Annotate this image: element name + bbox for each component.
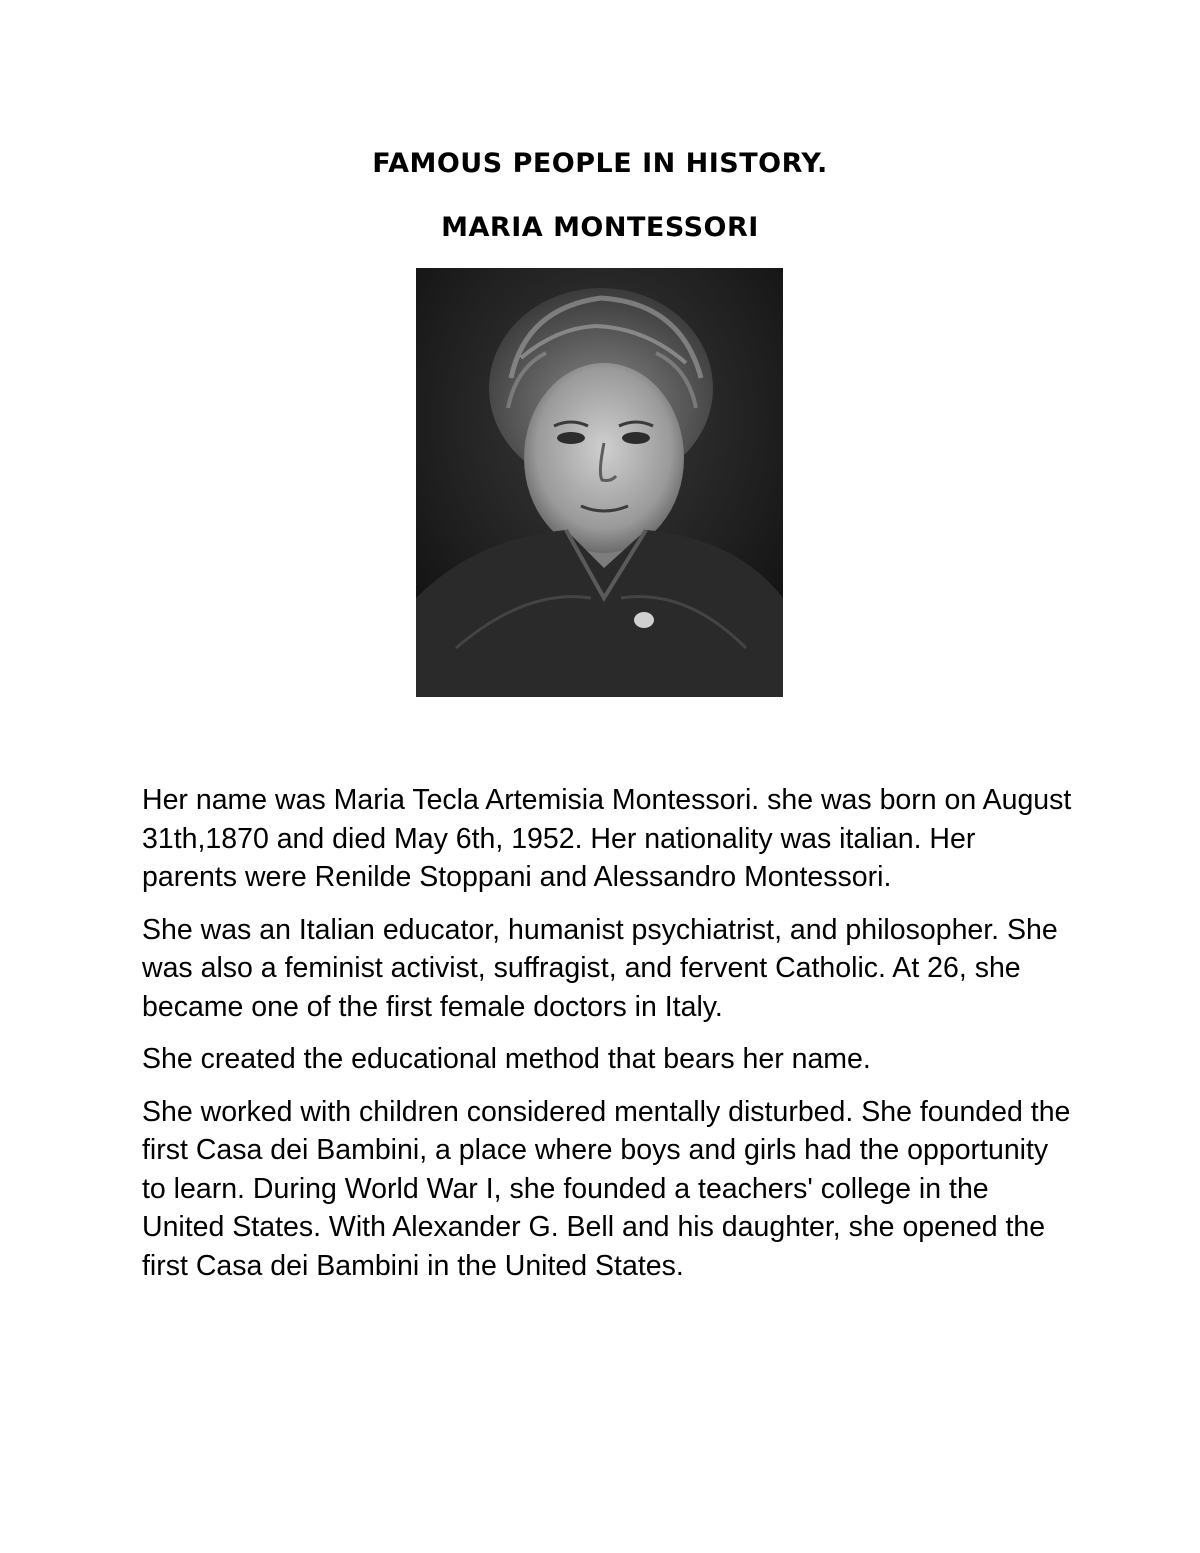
paragraph-career: She was an Italian educator, humanist psychiatrist, and philosopher. She was also a feminist activist, suffragist, and fervent Catholic. At 26, she became one of the first female doctors in Italy. [142,913,1058,1023]
paragraph-work: She worked with children considered mentally disturbed. She founded the first Casa dei Bambini, a place where boys and girls had the opportunity to learn. During World War I, she founded a teachers' college in the United States. With Alexander G. Bell and his daughter, she opened the first Casa dei Bambini in the United States. [142,1095,1071,1282]
portrait-photo [416,268,783,697]
paragraph-method: She created the educational method that bears her name. [142,1043,871,1075]
paragraph-biography: Her name was Maria Tecla Artemisia Montessori. she was born on August 31th,1870 and died May 6th, 1952. Her nationality was italian. Her parents were Renilde Stoppani and Alessandro Montessori. [142,784,1072,893]
page-title: FAMOUS PEOPLE IN HISTORY. [372,148,828,179]
page-subtitle: MARIA MONTESSORI [441,212,759,243]
article-body [142,781,1072,1299]
portrait-photo-icon [416,268,783,697]
